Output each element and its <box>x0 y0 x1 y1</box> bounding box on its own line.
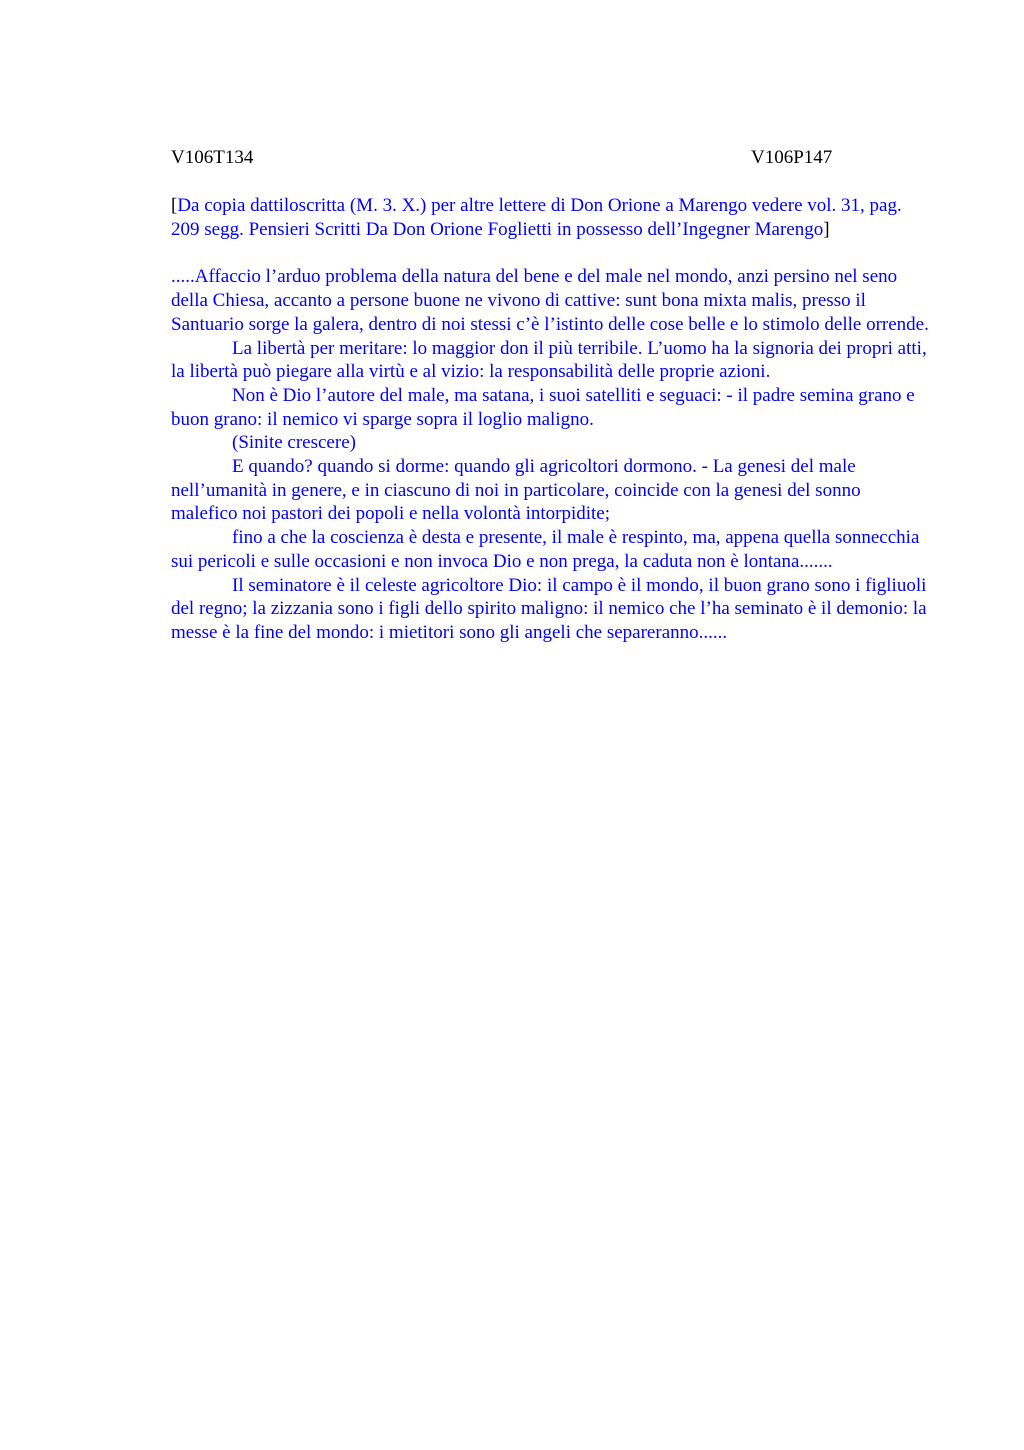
paragraph: Non è Dio l’autore del male, ma satana, i suoi satelliti e seguaci: - il padre semina grano e buon grano: il nemico vi sparge sopra il loglio maligno. <box>171 384 915 430</box>
volume-page-code: V106P147 <box>751 147 833 168</box>
note-close-bracket: ] <box>823 218 830 240</box>
paragraph: E quando? quando si dorme: quando gli agricoltori dormono. - La genesi del male nell’umanità in genere, e in ciascuno di noi in particolare, coincide con la genesi del sonno malefico noi pastori dei popoli e nella volontà intorpidite; <box>171 456 861 525</box>
volume-text-code: V106T134 <box>171 147 254 168</box>
letter-body <box>171 265 931 644</box>
paragraph: La libertà per meritare: lo maggior don il più terribile. L’uomo ha la signoria dei propri atti, la libertà può piegare alla virtù e al vizio: la responsabilità delle proprie azioni. <box>171 337 927 383</box>
source-note <box>171 194 931 241</box>
paragraph: Il seminatore è il celeste agricoltore Dio: il campo è il mondo, il buon grano sono i figliuoli del regno; la zizzania sono i figli dello spirito maligno: il nemico che l’ha seminato è il demonio: la messe è la fine del mondo: i mietitori sono gli angeli che separeranno...... <box>171 574 927 643</box>
paragraph: .....Affaccio l’arduo problema della natura del bene e del male nel mondo, anzi persino nel seno della Chiesa, accanto a persone buone ne vivono di cattive: sunt bona mixta malis, presso il Santuario sorge la galera, dentro di noi stessi c’è l’istinto delle cose belle e lo stimolo delle orrende. <box>171 266 929 335</box>
paragraph: (Sinite crescere) <box>232 432 356 454</box>
source-note-text: Da copia dattiloscritta (M. 3. X.) per altre lettere di Don Orione a Marengo vedere vol. 31, pag. 209 segg. Pensieri Scritti Da Don Orione Foglietti in possesso dell’Ingegner Marengo <box>171 195 902 240</box>
document-page <box>171 146 931 645</box>
note-open-bracket: [ <box>171 195 178 216</box>
page-header <box>171 146 931 170</box>
paragraph: fino a che la coscienza è desta e presente, il male è respinto, ma, appena quella sonnecchia sui pericoli e sulle occasioni e non invoca Dio e non prega, la caduta non è lontana....... <box>171 527 920 572</box>
